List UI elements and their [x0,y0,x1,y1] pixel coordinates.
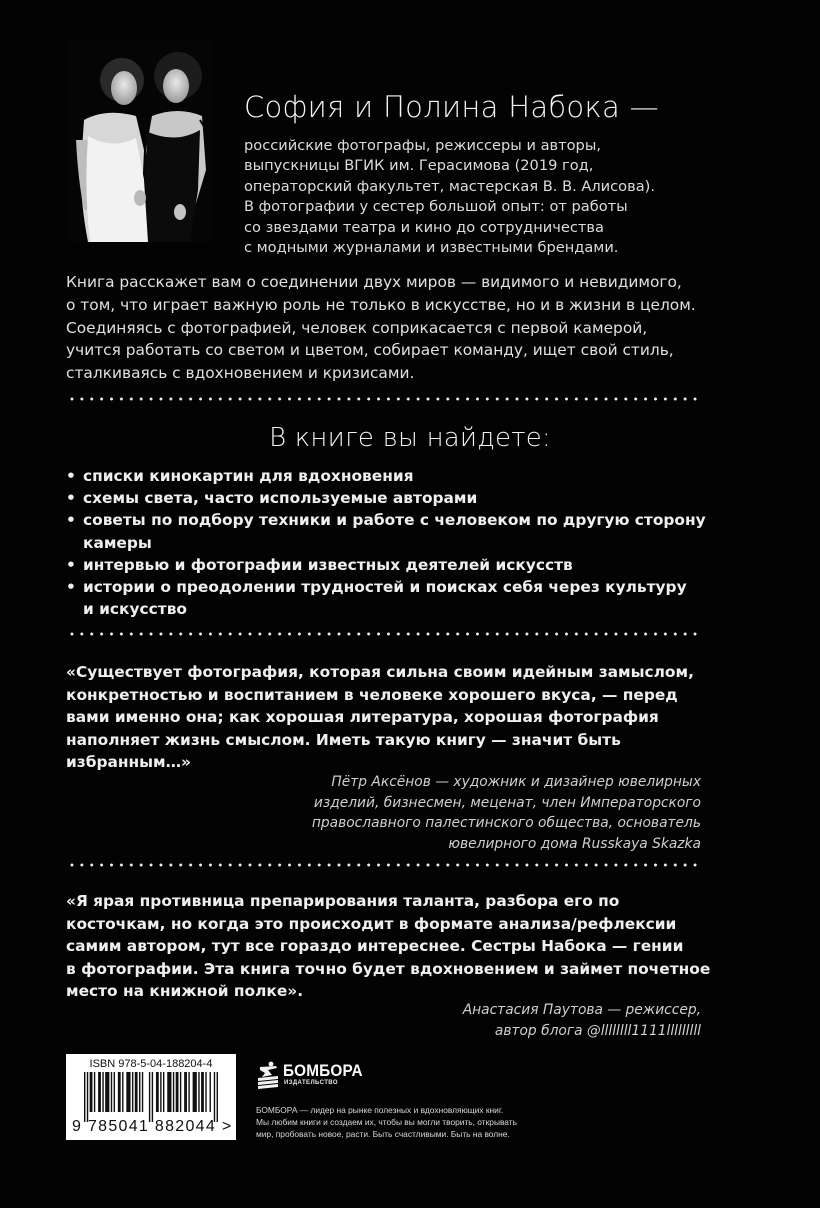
bio-line: с модными журналами и известными брендами. [244,239,619,257]
list-item: • истории о преодолении трудностей и поисках себя через культуру и искусство [66,576,766,620]
bio-line: выпускницы ВГИК им. Герасимова (2019 год, [244,157,594,175]
author-bio [244,136,724,258]
publisher-name: БОМБОРА [283,1061,363,1080]
publisher-logo [256,1061,366,1091]
dotted-divider [67,397,701,401]
publisher-book-icon [256,1061,280,1089]
list-item: • советы по подбору техники и работе с человеком по другую сторону камеры [66,509,766,553]
bio-line: В фотографии у сестер большой опыт: от работы [244,198,628,216]
review-quote: «Существует фотография, которая сильна своим идейным замыслом, конкретностью и воспитанием в человеке хорошего вкуса, — перед вами именно она; как хорошая литература, хорошая фотография наполняет жизнь смыслом. Иметь такую книгу — значит быть избранным…» [66,663,694,772]
quote-attribution: Анастасия Паутова — режиссер, автор блога @llllllll1111lllllllll [462,1002,701,1039]
bio-line: со звездами театра и кино до сотрудничества [244,218,604,236]
barcode-bars-icon [84,1072,218,1122]
features-title: В книге вы найдете: [269,423,551,453]
publisher-description: БОМБОРА — лидер на рынке полезных и вдохновляющих книг. Мы любим книги и создаем их, чтобы вы могли творить, открывать мир, пробовать новое, расти. Быть счастливыми. Быть на волне. [256,1105,517,1140]
bio-line: операторский факультет, мастерская В. В. Алисова). [244,177,655,195]
dotted-divider [67,863,701,867]
list-item: • списки кинокартин для вдохновения [66,465,766,487]
ean-number: 9 785041 882044 > [72,1118,233,1135]
dotted-divider [67,632,701,636]
book-intro [66,271,766,385]
isbn-label: ISBN 978-5-04-188204-4 [89,1058,213,1070]
quote-attribution: Пётр Аксёнов — художник и дизайнер ювелирных изделий, бизнесмен, меценат, член Императорского православного палестинского общества, основатель ювелирного дома Russkaya Skazka [311,774,701,852]
list-item: • интервью и фотографии известных деятелей искусств [66,554,766,576]
intro-line: сталкиваясь с вдохновением и кризисами. [66,364,415,383]
features-list [66,465,766,620]
list-item: • схемы света, часто используемые авторами [66,487,766,509]
isbn-barcode [66,1054,236,1140]
intro-line: учится работать со светом и цветом, собирает команду, ищет свой стиль, [66,341,674,360]
intro-line: о том, что играет важную роль не только в искусстве, но и в жизни в целом. [66,295,696,314]
publisher-subtitle: ИЗДАТЕЛЬСТВО [284,1080,338,1086]
intro-line: Книга расскажет вам о соединении двух миров — видимого и невидимого, [66,273,682,291]
author-photo [66,40,212,242]
review-quote: «Я ярая противница препарирования таланта, разбора его по косточкам, но когда это происходит в формате анализа/рефлексии самим автором, тут все гораздо интереснее. Сестры Набока — гении в фотографии. Эта книга точно будет вдохновением и займет почетное место на книжной полке». [66,892,711,1001]
intro-line: Соединяясь с фотографией, человек соприкасается с первой камерой, [66,318,648,337]
author-headline: София и Полина Набока — [244,90,659,124]
bio-line: российские фотографы, режиссеры и авторы, [244,137,601,154]
